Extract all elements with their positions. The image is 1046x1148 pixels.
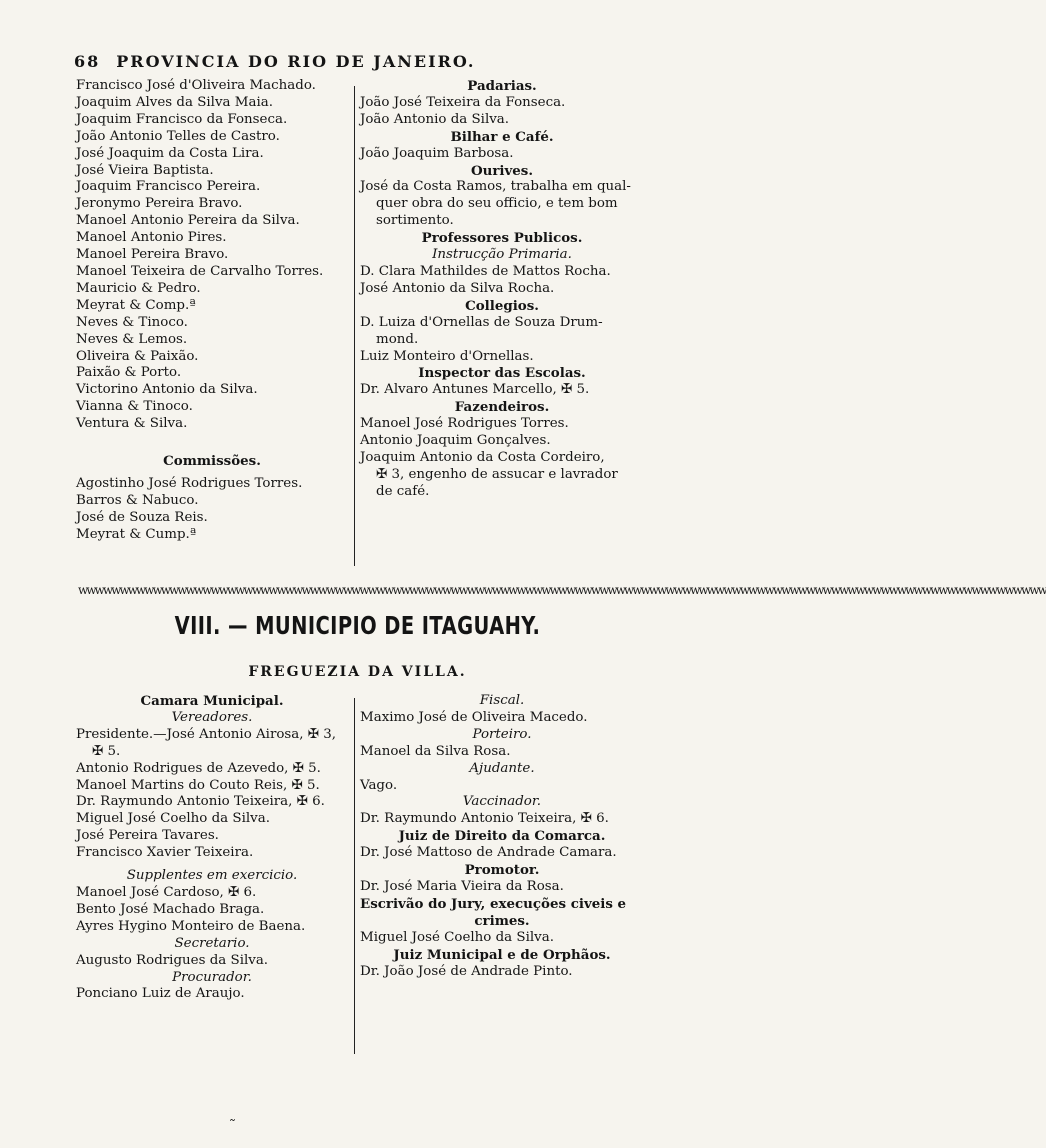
page-number: 68 <box>74 52 101 71</box>
section-heading-commissoes: Commissões. <box>163 453 261 470</box>
list-item: José Antonio da Silva Rocha. <box>360 280 555 296</box>
list-item: Manoel Antonio Pires. <box>76 230 227 246</box>
list-item: Meyrat & Comp.ª <box>76 297 196 313</box>
column-divider <box>354 698 355 1054</box>
list-item: D. Clara Mathildes de Mattos Rocha. <box>360 263 611 279</box>
list-item: Miguel José Coelho da Silva. <box>76 811 270 827</box>
list-item: João Joaquim Barbosa. <box>360 145 514 161</box>
list-item: Neves & Tinoco. <box>76 314 188 330</box>
list-item: Mauricio & Pedro. <box>76 280 201 296</box>
list-item: Joaquim Antonio da Costa Cordeiro, <box>360 449 605 465</box>
section-heading-inspector: Inspector das Escolas. <box>418 365 586 382</box>
list-item-continuation: quer obra do seu officio, e tem bom <box>376 196 618 212</box>
list-item-continuation: de café. <box>376 483 430 499</box>
section-title: VIII. — MUNICIPIO DE ITAGUAHY. <box>174 611 541 640</box>
list-item: Augusto Rodrigues da Silva. <box>76 952 269 968</box>
section-heading-promotor: Promotor. <box>464 862 540 879</box>
list-item: João Antonio Telles de Castro. <box>76 128 280 144</box>
subheading-porteiro: Porteiro. <box>472 726 532 742</box>
subheading-secretario: Secretario. <box>174 935 250 951</box>
section-heading-juiz-municipal: Juiz Municipal e de Orphãos. <box>393 946 611 963</box>
section-heading-bilhar: Bilhar e Café. <box>450 128 554 145</box>
section-heading-juiz-direito: Juiz de Direito da Comarca. <box>398 828 606 845</box>
list-item: Joaquim Alves da Silva Maia. <box>76 94 273 110</box>
list-item-continuation: mond. <box>376 331 419 347</box>
list-item: João José Teixeira da Fonseca. <box>360 94 566 110</box>
list-item: Jeronymo Pereira Bravo. <box>76 196 243 212</box>
section-heading-ourives: Ourives. <box>470 162 534 179</box>
list-item: Manoel José Cardoso, ✠ 6. <box>76 884 257 900</box>
list-item: Antonio Joaquim Gonçalves. <box>360 433 551 449</box>
list-item: Vago. <box>360 777 398 793</box>
list-item: Ventura & Silva. <box>76 416 188 432</box>
list-item: Dr. Raymundo Antonio Teixeira, ✠ 6. <box>360 811 609 827</box>
section-heading-collegios: Collegios. <box>465 297 539 314</box>
column-divider <box>354 86 355 566</box>
list-item-continuation: ✠ 3, engenho de assucar e lavrador <box>376 466 618 482</box>
subheading-instrucao: Instrucção Primaria. <box>432 247 572 263</box>
list-item: João Antonio da Silva. <box>360 111 510 127</box>
bottom-left-column <box>76 693 348 1003</box>
list-item-continuation: sortimento. <box>376 213 454 229</box>
list-item: Manoel da Silva Rosa. <box>360 743 511 759</box>
list-item: Meyrat & Cump.ª <box>76 526 197 542</box>
section-heading-escrivao-cont: crimes. <box>474 912 530 929</box>
subsection-title: FREGUEZIA DA VILLA. <box>248 664 467 680</box>
list-item: Victorino Antonio da Silva. <box>76 382 258 398</box>
section-heading-fazendeiros: Fazendeiros. <box>454 399 550 416</box>
list-item: D. Luiza d'Ornellas de Souza Drum- <box>360 314 603 330</box>
list-item: Vianna & Tinoco. <box>76 399 193 415</box>
subheading-supplentes: Supplentes em exercicio. <box>126 868 298 884</box>
top-left-column <box>76 78 348 544</box>
list-item: Barros & Nabuco. <box>76 492 199 508</box>
list-item: Manoel Martins do Couto Reis, ✠ 5. <box>76 777 320 793</box>
list-item-continuation: ✠ 5. <box>92 743 121 759</box>
section-heading-camara: Camara Municipal. <box>140 693 284 709</box>
list-item: Maximo José de Oliveira Macedo. <box>360 709 588 725</box>
list-item: José de Souza Reis. <box>76 509 208 525</box>
list-item: Ayres Hygino Monteiro de Baena. <box>76 918 306 934</box>
subheading-fiscal: Fiscal. <box>479 693 525 708</box>
subheading-procurador: Procurador. <box>172 969 252 985</box>
page-title: PROVINCIA DO RIO DE JANEIRO. <box>116 52 476 71</box>
bottom-right-column <box>360 693 644 980</box>
list-item: Manoel Antonio Pereira da Silva. <box>76 213 300 229</box>
list-item: Presidente.—José Antonio Airosa, ✠ 3, <box>76 726 337 742</box>
list-item: José da Costa Ramos, trabalha em qual- <box>360 179 631 195</box>
list-item: Dr. José Mattoso de Andrade Camara. <box>360 845 617 861</box>
list-item: Manoel José Rodrigues Torres. <box>360 416 569 432</box>
subheading-ajudante: Ajudante. <box>469 760 535 776</box>
list-item: José Pereira Tavares. <box>76 828 219 844</box>
section-heading-professores: Professores Publicos. <box>421 230 583 247</box>
list-item: José Vieira Baptista. <box>76 162 214 178</box>
section-heading-padarias: Padarias. <box>467 78 537 94</box>
list-item: Bento José Machado Braga. <box>76 901 265 917</box>
list-item: Agostinho José Rodrigues Torres. <box>76 475 303 491</box>
list-item: Oliveira & Paixão. <box>76 348 199 364</box>
list-item: Dr. João José de Andrade Pinto. <box>360 963 573 979</box>
running-head <box>74 52 544 74</box>
list-item: Paixão & Porto. <box>76 365 182 381</box>
subheading-vaccinador: Vaccinador. <box>462 794 542 810</box>
list-item: Ponciano Luiz de Araujo. <box>76 986 245 1002</box>
printer-mark: ˜ <box>229 1118 236 1134</box>
subheading-vereadores: Vereadores. <box>171 709 253 725</box>
list-item: Dr. José Maria Vieira da Rosa. <box>360 878 564 894</box>
list-item: Joaquim Francisco da Fonseca. <box>76 111 288 127</box>
top-right-column <box>360 78 644 501</box>
list-item: Joaquim Francisco Pereira. <box>76 179 261 195</box>
list-item: Francisco Xavier Teixeira. <box>76 845 254 861</box>
list-item: Francisco José d'Oliveira Machado. <box>76 78 316 93</box>
list-item: Antonio Rodrigues de Azevedo, ✠ 5. <box>76 760 321 776</box>
section-heading-escrivao: Escrivão do Jury, execuções civeis e <box>360 895 627 912</box>
list-item: Dr. Alvaro Antunes Marcello, ✠ 5. <box>360 382 590 398</box>
list-item: Dr. Raymundo Antonio Teixeira, ✠ 6. <box>76 794 325 810</box>
list-item: Manoel Pereira Bravo. <box>76 247 229 263</box>
list-item: Neves & Lemos. <box>76 331 188 347</box>
list-item: Luiz Monteiro d'Ornellas. <box>360 348 534 364</box>
list-item: José Joaquim da Costa Lira. <box>76 145 264 161</box>
list-item: Manoel Teixeira de Carvalho Torres. <box>76 263 324 279</box>
list-item: Miguel José Coelho da Silva. <box>360 929 554 945</box>
ornamental-divider: wwwwwwwwwwwwwwwwwwwwwwwwwwwwwwwwwwwwwwwwwwwwwwwwwwwwwwwwwwwwwwwwwwwwwwwwwwwwwwwwwwwwwwwwwwwwwwwwwwwwwwwwwwwwwwwwwwwww <box>78 583 1046 597</box>
